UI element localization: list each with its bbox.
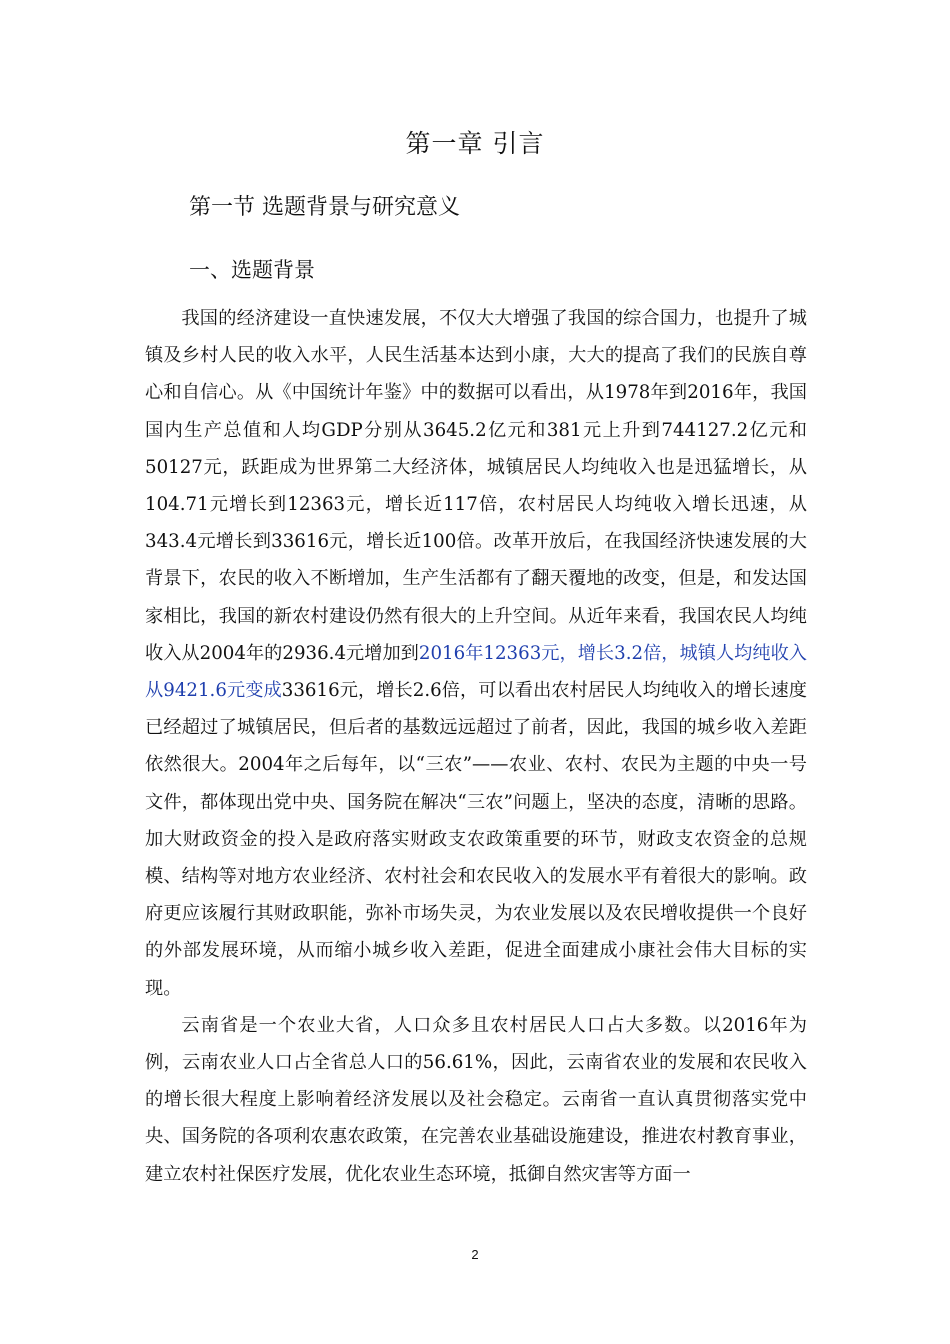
subsection-title: 一、选题背景 <box>189 258 315 282</box>
paragraph-1 <box>145 300 807 1007</box>
paragraph-2: 云南省是一个农业大省，人口众多且农村居民人口占大多数。以2016年为例，云南农业人口占全省总人口的56.61%，因此，云南省农业的发展和农民收入的增长很大程度上影响着经济发展以及社会稳定。云南省一直认真贯彻落实党中央、国务院的各项利农惠农政策，在完善农业基础设施建设，推进农村教育事业，建立农村社保医疗发展，优化农业生态环境，抵御自然灾害等方面一 <box>145 1014 807 1185</box>
chapter-title: 第一章 引言 <box>405 129 545 158</box>
paragraph-1-part-1: 我国的经济建设一直快速发展，不仅大大增强了我国的综合国力，也提升了城镇及乡村人民的收入水平，人民生活基本达到小康，大大的提高了我们的民族自尊心和自信心。从《中国统计年鉴》中的数据可以看出，从1978年到2016年，我国国内生产总值和人均GDP分别从3645.2亿元和381元上升到744127.2亿元和50127元，跃距成为世界第二大经济体，城镇居民人均纯收入也是迅猛增长，从104.71元增长到12363元，增长近117倍，农村居民人均纯收入增长迅速，从343.4元增长到33616元，增长近100倍。改革开放后，在我国经济快速发展的大背景下，农民的收入不断增加，生产生活都有了翻天覆地的改变，但是，和发达国家相比，我国的新农村建设仍然有很大的上升空间。从近年来看，我国农民人均纯收入从2004年的2936.4元增加到 <box>145 308 807 664</box>
paragraph-1-part-2: 33616元，增长2.6倍，可以看出农村居民人均纯收入的增长速度已经超过了城镇居民，但后者的基数远远超过了前者，因此，我国的城乡收入差距依然很大。2004年之后每年，以“三农”——农业、农村、农民为主题的中央一号文件，都体现出党中央、国务院在解决“三农”问题上，坚决的态度，清晰的思路。加大财政资金的投入是政府落实财政支农政策重要的环节，财政支农资金的总规模、结构等对地方农业经济、农村社会和农民收入的发展水平有着很大的影响。政府更应该履行其财政职能，弥补市场失灵，为农业发展以及农民增收提供一个良好的外部发展环境，从而缩小城乡收入差距，促进全面建成小康社会伟大目标的实现。 <box>145 680 807 999</box>
body-text <box>145 300 807 1193</box>
highlighted-text: 2016年12363元，增长3.2倍，城镇人均纯收入从9421.6元变成 <box>145 642 807 702</box>
section-title: 第一节 选题背景与研究意义 <box>189 195 460 220</box>
page-number: 2 <box>471 1247 479 1262</box>
